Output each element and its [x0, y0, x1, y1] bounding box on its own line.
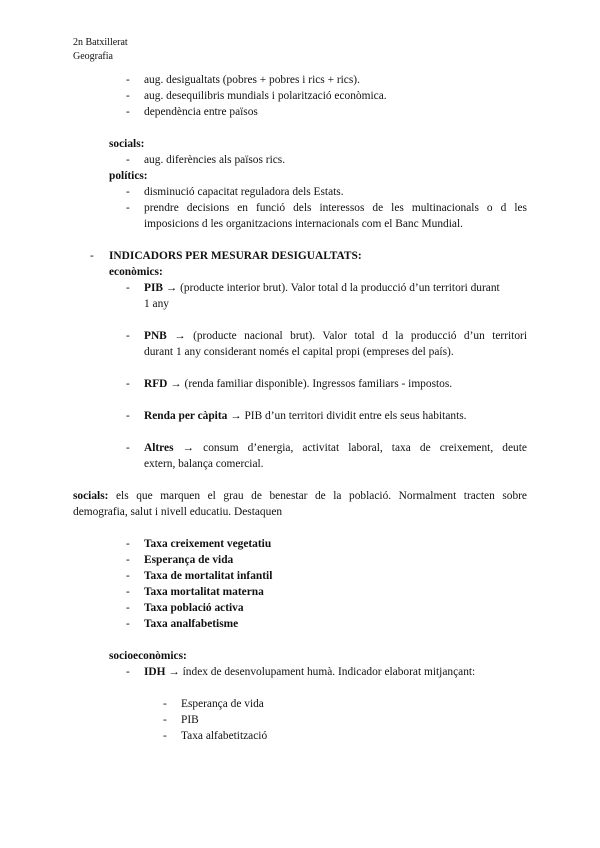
definition: índex de desenvolupament humà. Indicador elaborat mitjançant:: [182, 666, 476, 678]
social-rate-item: Taxa població activa: [144, 602, 244, 614]
bullet-dash: -: [126, 538, 130, 550]
bullet-dash: -: [126, 586, 130, 598]
list-item: aug. diferències als països rics.: [144, 154, 286, 166]
bullet-dash: -: [126, 554, 130, 566]
economic-item-pib: [144, 281, 500, 296]
bullet-dash: -: [126, 90, 130, 102]
bullet-dash: -: [126, 282, 130, 294]
list-item: dependència entre països: [144, 106, 258, 118]
term: Altres: [144, 442, 174, 454]
politics-heading: polítics:: [109, 170, 148, 182]
social-rate-item: Esperança de vida: [144, 554, 234, 566]
bullet-dash: -: [163, 698, 167, 710]
list-item: disminució capacitat reguladora dels Estats.: [144, 186, 344, 198]
idh-component: PIB: [181, 714, 199, 726]
bullet-dash: -: [126, 186, 130, 198]
bullet-dash: -: [126, 330, 130, 342]
term: socials:: [73, 490, 109, 502]
bullet-dash: -: [163, 730, 167, 742]
economic-item-altres: [144, 441, 527, 456]
bullet-dash: -: [126, 602, 130, 614]
term: IDH: [144, 666, 166, 678]
list-item: aug. desigualtats (pobres + pobres i rics + rics).: [144, 74, 360, 86]
bullet-dash: -: [126, 666, 130, 678]
arrow: →: [230, 410, 242, 422]
bullet-dash: -: [126, 410, 130, 422]
bullet-dash: -: [126, 618, 130, 630]
bullet-dash: -: [126, 202, 130, 214]
term: PNB: [144, 330, 167, 342]
idh-component: Taxa alfabetització: [181, 730, 268, 742]
arrow: →: [170, 378, 182, 390]
bullet-dash: -: [126, 442, 130, 454]
socioeconomics-heading: socioeconòmics:: [109, 650, 187, 662]
header-subject: Geografia: [73, 51, 113, 62]
bullet-dash: -: [90, 250, 94, 262]
definition: (renda familiar disponible). Ingressos familiars - impostos.: [184, 378, 453, 390]
term: RFD: [144, 378, 168, 390]
economic-item-continuation: extern, balança comercial.: [144, 458, 264, 470]
economic-item-renda: [144, 409, 467, 424]
bullet-dash: -: [126, 570, 130, 582]
bullet-dash: -: [126, 106, 130, 118]
paragraph-text: els que marquen el grau de benestar de la població. Normalment tracten sobre: [116, 490, 527, 502]
list-item: aug. desequilibris mundials i polarització econòmica.: [144, 90, 387, 102]
social-paragraph-continuation: demografia, salut i nivell educatiu. Destaquen: [73, 506, 283, 518]
idh-component: Esperança de vida: [181, 698, 264, 710]
social-rate-item: Taxa mortalitat materna: [144, 586, 264, 598]
bullet-dash: -: [163, 714, 167, 726]
economic-item-continuation: durant 1 any considerant només el capital propi (empreses del país).: [144, 346, 454, 358]
definition: PIB d’un territori dividit entre els seus habitants.: [244, 410, 467, 422]
socials-heading: socials:: [109, 138, 145, 150]
list-item: prendre decisions en funció dels interessos de les multinacionals o d les: [144, 202, 527, 214]
term: PIB: [144, 282, 163, 294]
economic-item-rfd: [144, 377, 452, 392]
economic-item-continuation: 1 any: [144, 298, 169, 310]
term: Renda per càpita: [144, 410, 228, 422]
arrow: →: [165, 282, 178, 294]
arrow: →: [174, 330, 186, 342]
arrow: →: [168, 666, 180, 678]
header-course: 2n Batxillerat: [73, 37, 128, 48]
definition: (producte interior brut). Valor total d la producció d’un territori durant: [180, 282, 500, 294]
arrow: →: [182, 442, 195, 454]
list-item-continuation: imposicions d les organitzacions internacionals com el Banc Mundial.: [144, 218, 463, 230]
social-rate-item: Taxa analfabetisme: [144, 618, 239, 630]
definition: (producte nacional brut). Valor total d la producció d’un territori: [193, 330, 527, 342]
bullet-dash: -: [126, 154, 130, 166]
social-rate-item: Taxa creixement vegetatiu: [144, 538, 272, 550]
bullet-dash: -: [126, 378, 130, 390]
definition: consum d’energia, activitat laboral, taxa de creixement, deute: [203, 442, 527, 454]
social-paragraph: [73, 489, 527, 504]
indicators-heading: INDICADORS PER MESURAR DESIGUALTATS:: [109, 250, 362, 262]
economics-heading: econòmics:: [109, 266, 163, 278]
economic-item-pnb: [144, 329, 527, 344]
idh-item: [144, 665, 475, 680]
social-rate-item: Taxa de mortalitat infantil: [144, 570, 273, 582]
bullet-dash: -: [126, 74, 130, 86]
